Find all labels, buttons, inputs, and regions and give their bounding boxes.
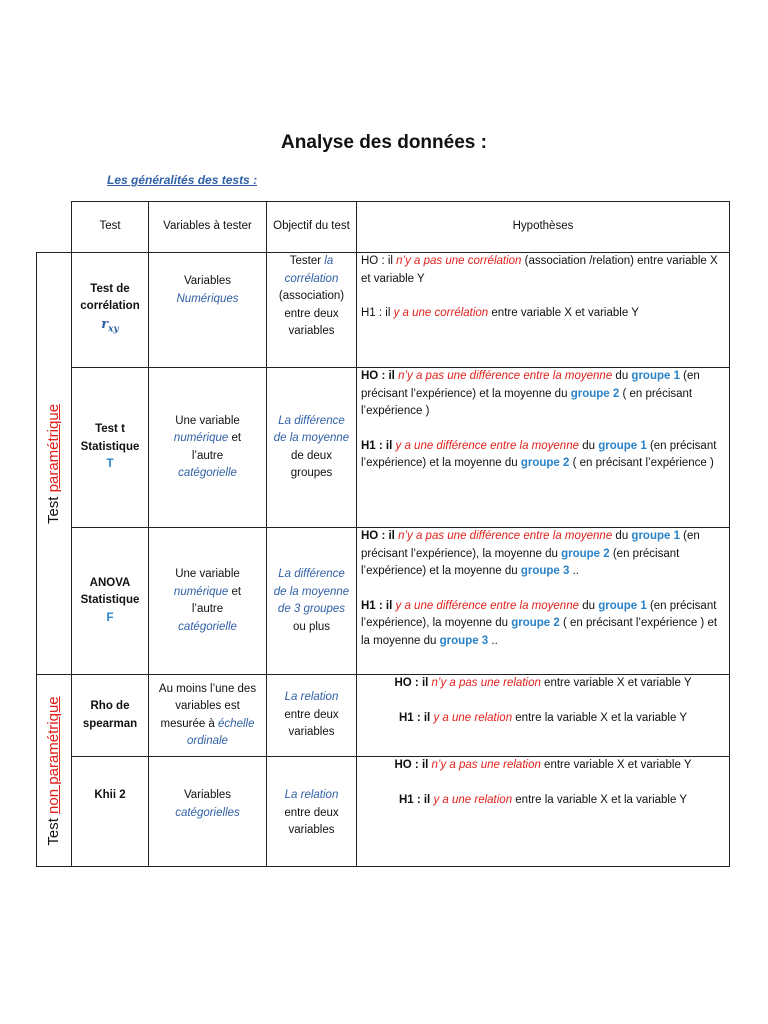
objective-cell: Tester la corrélation (association) entre deux variables (267, 253, 357, 368)
h1-text: H1 : il y a une corrélation entre variable X et variable Y (361, 307, 639, 319)
table-header-row (37, 202, 730, 253)
objective-cell: La différence de la moyenne de deux groupes (267, 368, 357, 528)
hypotheses-cell (357, 528, 730, 675)
table-row (37, 528, 730, 675)
h0-text: HO : il n’y a pas une différence entre la moyenne du groupe 1 (en précisant l’expérience) et la moyenne du groupe 2 ( en précisant l’expérience ) (361, 370, 700, 417)
test-name: Rho de spearman (72, 675, 149, 757)
header-variables: Variables à tester (149, 202, 267, 253)
variables-cell: Une variable numérique et l’autre catégorielle (149, 528, 267, 675)
hypotheses-cell (357, 675, 730, 757)
test-name: Test t Statistique T (72, 368, 149, 528)
table-row (37, 368, 730, 528)
table-row (37, 253, 730, 368)
variables-cell: Variables catégorielles (149, 757, 267, 867)
h1-text: H1 : il y a une relation entre la variable X et la variable Y (398, 793, 688, 806)
header-empty-cell (37, 202, 72, 253)
h0-text: HO : il n’y a pas une corrélation (association /relation) entre variable X et variable Y (361, 255, 718, 285)
test-symbol: $r_{xy}$ (101, 316, 119, 335)
group-label-nonparametric: Test non paramétrique (37, 675, 72, 867)
variables-cell: Au moins l’une des variables est mesurée à échelle ordinale (149, 675, 267, 757)
h0-text: HO : il n’y a pas une relation entre variable X et variable Y (394, 677, 692, 689)
test-name: Khii 2 (72, 757, 149, 867)
page-title: Analyse des données : (281, 132, 487, 153)
h0-text: HO : il n’y a pas une relation entre variable X et variable Y (394, 759, 692, 771)
h0-text: HO : il n’y a pas une différence entre la moyenne du groupe 1 (en précisant l’expérience), la moyenne du groupe 2 (en précisant l’expérience) et la moyenne du groupe 3 .. (361, 530, 700, 577)
h1-text: H1 : il y a une relation entre la variable X et la variable Y (398, 711, 688, 724)
hypotheses-cell (357, 757, 730, 867)
header-hypotheses: Hypothèses (357, 202, 730, 253)
h1-text: H1 : il y a une différence entre la moyenne du groupe 1 (en précisant l’expérience) et la moyenne du groupe 2 ( en précisant l’expérience ) (361, 439, 717, 469)
variables-cell: Variables Numériques (149, 253, 267, 368)
header-objective: Objectif du test (267, 202, 357, 253)
header-test: Test (72, 202, 149, 253)
variables-cell: Une variable numérique et l’autre catégorielle (149, 368, 267, 528)
test-name: ANOVA Statistique F (72, 528, 149, 675)
objective-cell: La relation entre deux variables (267, 757, 357, 867)
test-symbol: T (106, 458, 114, 471)
table-row (37, 757, 730, 867)
table-row (37, 675, 730, 757)
objective-cell: La relation entre deux variables (267, 675, 357, 757)
section-subtitle: Les généralités des tests : (107, 173, 258, 187)
hypotheses-cell (357, 368, 730, 528)
hypotheses-cell (357, 253, 730, 368)
test-symbol: F (106, 611, 114, 624)
h1-text: H1 : il y a une différence entre la moyenne du groupe 1 (en précisant l’expérience), la moyenne du groupe 2 ( en précisant l’expérience ) et la moyenne du groupe 3 .. (361, 599, 718, 647)
tests-table (36, 201, 730, 867)
group-label-parametric: Test paramétrique (37, 253, 72, 675)
test-name: Test de corrélation $r_{xy}$ (72, 253, 149, 368)
objective-cell: La différence de la moyenne de 3 groupes ou plus (267, 528, 357, 675)
